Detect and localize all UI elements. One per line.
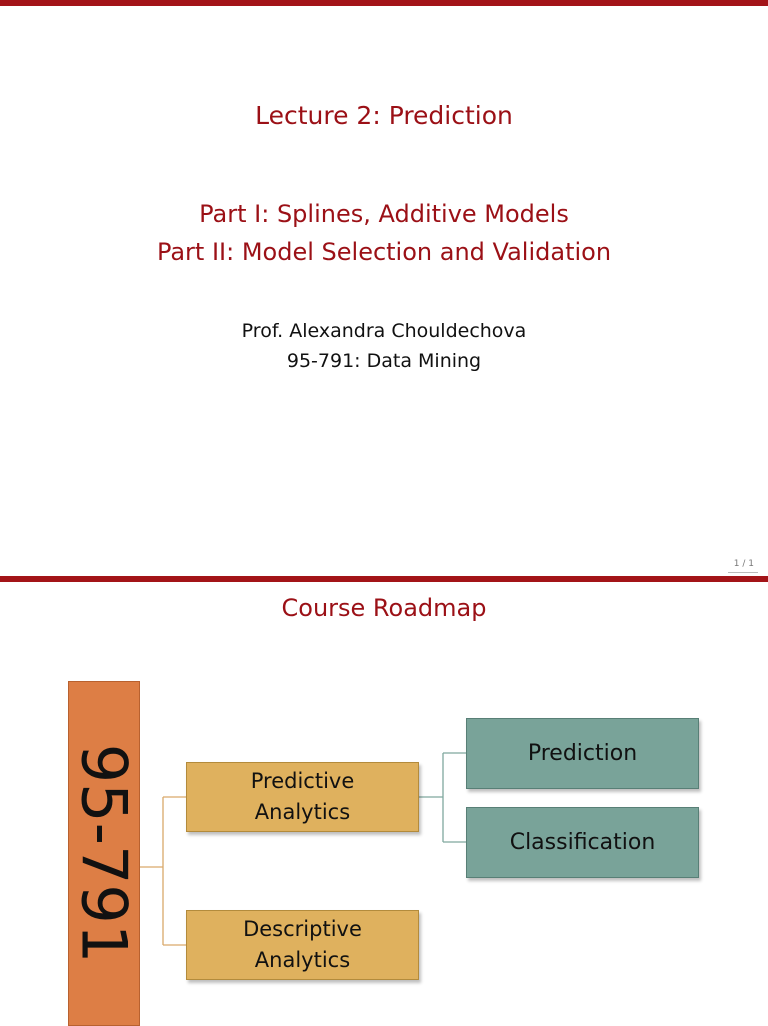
prediction-label: Prediction	[527, 741, 638, 766]
descriptive-analytics-box	[186, 910, 419, 980]
footer-rule	[728, 572, 758, 573]
roadmap-title: Course Roadmap	[281, 594, 487, 622]
course-root-box	[68, 681, 140, 1026]
predictive-analytics-label: Predictive Analytics	[250, 769, 355, 824]
leaf-connector	[419, 753, 466, 842]
course-root-label: 95-791	[67, 743, 141, 964]
top-accent-bar	[0, 0, 768, 6]
page-number: 1 / 1	[733, 559, 754, 569]
predictive-analytics-box	[186, 762, 419, 832]
prediction-box	[466, 718, 699, 789]
part-one-heading: Part I: Splines, Additive Models	[199, 200, 569, 228]
descriptive-analytics-label: Descriptive Analytics	[243, 917, 362, 972]
roadmap-slide	[0, 576, 768, 1024]
course-name: 95-791: Data Mining	[286, 350, 482, 372]
part-two-heading: Part II: Model Selection and Validation	[156, 238, 612, 266]
author-name: Prof. Alexandra Chouldechova	[241, 320, 527, 342]
classification-box	[466, 807, 699, 878]
root-connector	[140, 797, 186, 945]
lecture-title: Lecture 2: Prediction	[255, 101, 513, 130]
classification-label: Classification	[509, 830, 656, 855]
